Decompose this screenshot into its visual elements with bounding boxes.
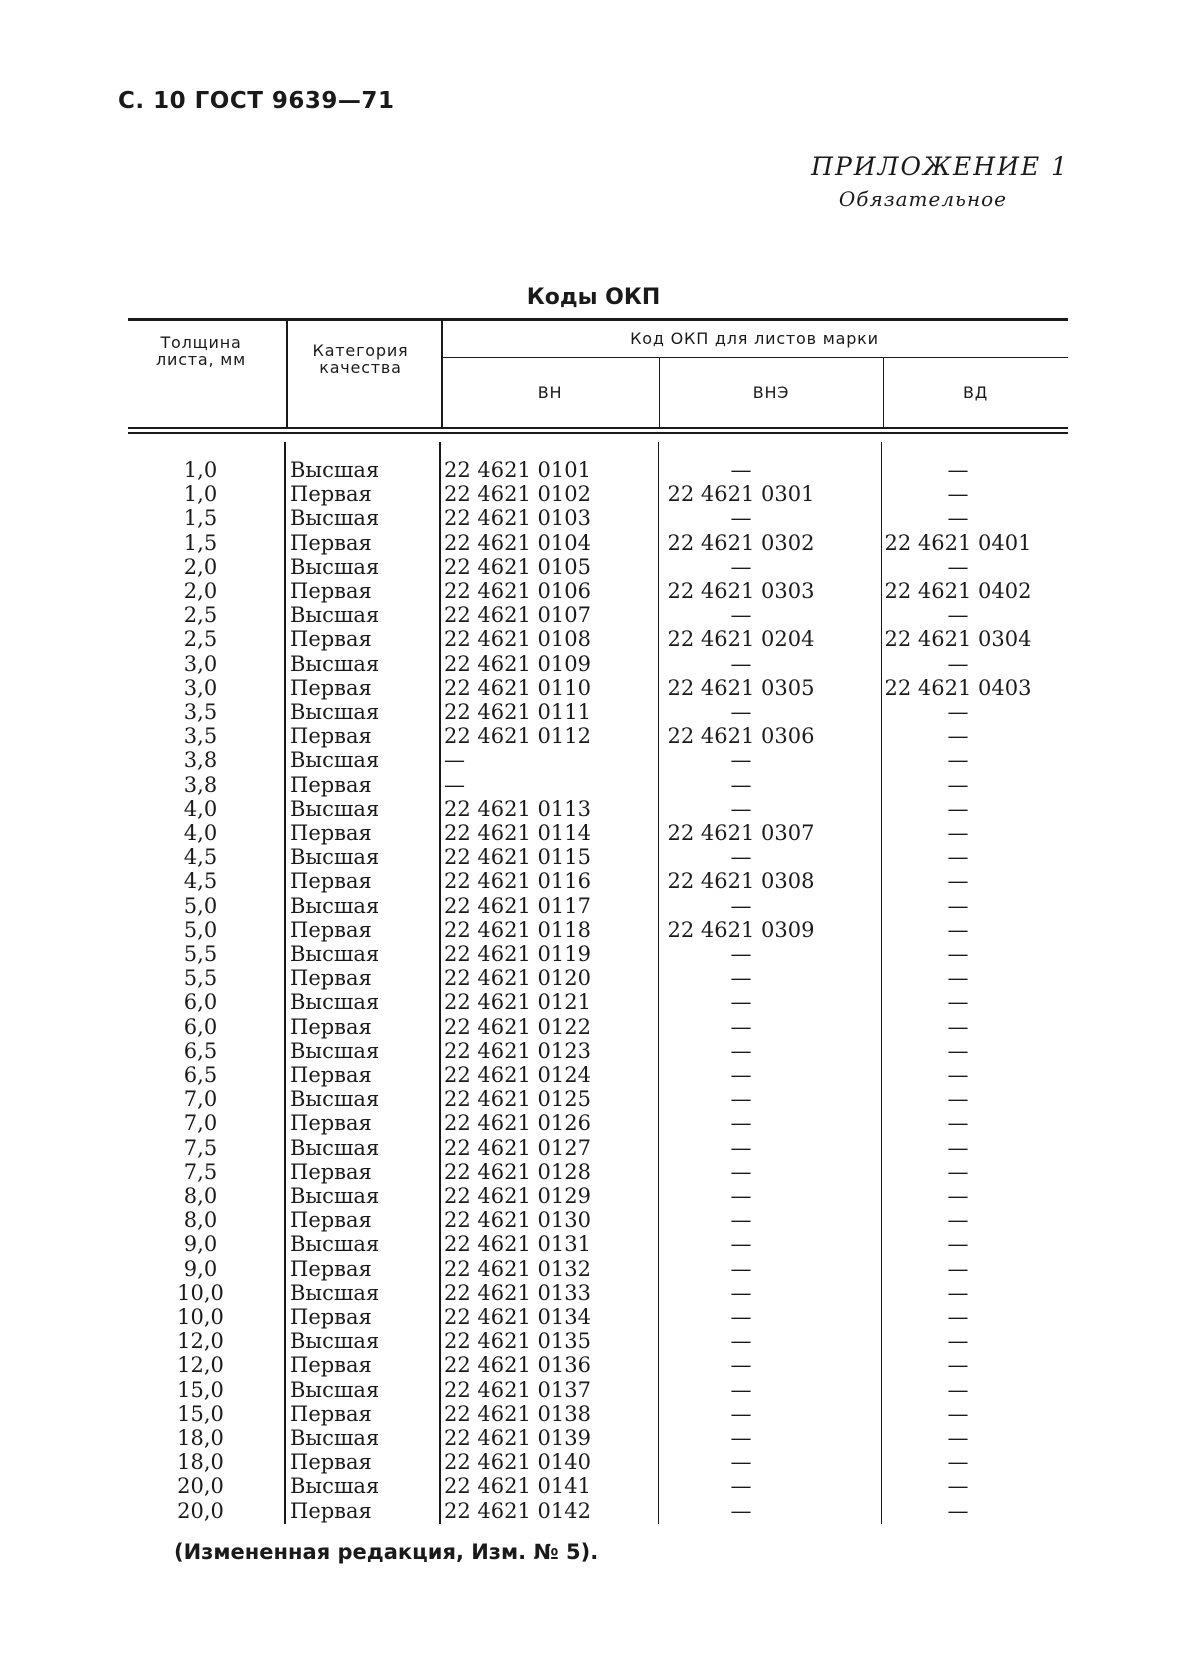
- cell-code-bne: —: [730, 1087, 752, 1112]
- cell-code-bd: —: [947, 796, 969, 821]
- table-row: [128, 894, 1068, 918]
- cell-thickness: 3,0: [183, 651, 218, 676]
- cell-code-bne: —: [730, 845, 752, 870]
- cell-code-bne: —: [730, 1377, 752, 1402]
- table-row: [128, 1426, 1068, 1450]
- cell-code-bn: 22 4621 0115: [444, 845, 591, 870]
- cell-code-bne: —: [730, 651, 752, 676]
- cell-code-bne: 22 4621 0302: [667, 530, 815, 555]
- table-row: [128, 579, 1068, 603]
- cell-category: Первая: [290, 530, 372, 555]
- cell-code-bd: —: [947, 893, 969, 918]
- cell-category: Первая: [290, 1498, 372, 1523]
- table-title: Коды ОКП: [526, 285, 661, 310]
- cell-code-bn: 22 4621 0134: [444, 1305, 591, 1329]
- cell-code-bne: —: [730, 1305, 752, 1329]
- cell-code-bn: 22 4621 0112: [444, 724, 591, 749]
- cell-category: Высшая: [290, 651, 380, 676]
- cell-code-bd: —: [947, 748, 969, 773]
- table-row: [128, 821, 1068, 845]
- cell-category: Высшая: [290, 554, 380, 579]
- cell-thickness: 8,0: [183, 1184, 218, 1208]
- cell-code-bne: —: [730, 942, 752, 966]
- cell-category: Первая: [290, 1450, 372, 1475]
- cell-thickness: 3,5: [183, 700, 218, 724]
- table-row: [128, 482, 1068, 506]
- cell-thickness: 5,5: [183, 966, 218, 991]
- cell-code-bd: —: [947, 1280, 969, 1305]
- cell-thickness: 9,0: [183, 1256, 218, 1281]
- cell-code-bne: —: [730, 554, 752, 579]
- cell-thickness: 6,5: [183, 1038, 218, 1063]
- cell-code-bne: —: [730, 966, 752, 991]
- cell-thickness: 5,5: [183, 942, 218, 966]
- cell-category: Первая: [290, 1305, 372, 1329]
- cell-code-bn: 22 4621 0124: [444, 1063, 591, 1087]
- cell-code-bn: 22 4621 0101: [444, 458, 591, 482]
- cell-code-bd: —: [947, 1159, 969, 1184]
- cell-code-bd: —: [947, 1038, 969, 1063]
- cell-code-bne: 22 4621 0307: [667, 821, 815, 845]
- cell-code-bn: 22 4621 0109: [444, 651, 591, 676]
- group-header-rule: [441, 357, 1068, 358]
- cell-code-bd: —: [947, 1135, 969, 1160]
- table-row: [128, 869, 1068, 893]
- cell-code-bd: —: [947, 1498, 969, 1523]
- cell-code-bd: —: [947, 990, 969, 1015]
- table-row: [128, 990, 1068, 1014]
- cell-thickness: 3,5: [183, 724, 218, 749]
- cell-code-bd: 22 4621 0304: [884, 627, 1032, 652]
- cell-code-bn: —: [444, 748, 465, 773]
- table-row: [128, 1305, 1068, 1329]
- cell-category: Первая: [290, 1111, 372, 1136]
- cell-category: Высшая: [290, 845, 380, 870]
- cell-code-bne: —: [730, 1474, 752, 1499]
- cell-code-bn: 22 4621 0137: [444, 1377, 591, 1402]
- cell-code-bn: 22 4621 0114: [444, 821, 591, 845]
- cell-code-bn: 22 4621 0122: [444, 1014, 591, 1039]
- header-thickness: Толщина листа, мм: [155, 333, 247, 369]
- cell-code-bd: —: [947, 1377, 969, 1402]
- cell-category: Высшая: [290, 458, 380, 482]
- cell-code-bne: —: [730, 796, 752, 821]
- cell-category: Высшая: [290, 1038, 380, 1063]
- cell-category: Первая: [290, 724, 372, 749]
- table-row: [128, 1111, 1068, 1135]
- cell-thickness: 1,0: [183, 482, 218, 507]
- cell-code-bn: 22 4621 0121: [444, 990, 591, 1015]
- cell-code-bd: —: [947, 917, 969, 942]
- cell-thickness: 12,0: [177, 1329, 224, 1354]
- cell-thickness: 2,0: [183, 554, 218, 579]
- cell-thickness: 4,0: [183, 796, 218, 821]
- cell-thickness: 3,8: [183, 748, 218, 773]
- cell-code-bn: 22 4621 0102: [444, 482, 591, 507]
- table-row: [128, 1015, 1068, 1039]
- cell-code-bd: —: [947, 1087, 969, 1112]
- cell-code-bn: 22 4621 0116: [444, 869, 591, 894]
- cell-code-bd: —: [947, 942, 969, 966]
- cell-code-bne: —: [730, 748, 752, 773]
- cell-thickness: 7,0: [183, 1111, 218, 1136]
- cell-category: Первая: [290, 1401, 372, 1426]
- table-top-rule: [128, 318, 1068, 321]
- cell-code-bne: 22 4621 0303: [667, 579, 815, 603]
- cell-code-bd: —: [947, 869, 969, 894]
- appendix-title: ПРИЛОЖЕНИЕ 1: [811, 152, 1069, 181]
- cell-code-bne: —: [730, 772, 752, 797]
- cell-thickness: 1,5: [183, 506, 218, 531]
- cell-thickness: 8,0: [183, 1208, 218, 1233]
- cell-code-bn: 22 4621 0132: [444, 1256, 591, 1281]
- cell-code-bne: —: [730, 1063, 752, 1087]
- cell-category: Первая: [290, 1208, 372, 1233]
- cell-category: Высшая: [290, 603, 380, 628]
- cell-code-bne: —: [730, 1038, 752, 1063]
- cell-code-bne: —: [730, 1014, 752, 1039]
- cell-category: Первая: [290, 1014, 372, 1039]
- cell-code-bn: 22 4621 0140: [444, 1450, 591, 1475]
- cell-thickness: 6,5: [183, 1063, 218, 1087]
- cell-code-bd: —: [947, 651, 969, 676]
- cell-code-bd: —: [947, 1063, 969, 1087]
- cell-code-bd: —: [947, 845, 969, 870]
- cell-thickness: 12,0: [177, 1353, 224, 1378]
- cell-thickness: 20,0: [177, 1474, 224, 1499]
- table-row: [128, 845, 1068, 869]
- cell-code-bd: —: [947, 1450, 969, 1475]
- header-bn: ВН: [537, 383, 563, 402]
- cell-thickness: 1,0: [183, 458, 218, 482]
- table-row: [128, 1232, 1068, 1256]
- cell-code-bn: 22 4621 0118: [444, 917, 591, 942]
- header-bne: ВНЭ: [752, 383, 790, 402]
- cell-code-bn: 22 4621 0135: [444, 1329, 591, 1354]
- cell-category: Первая: [290, 772, 372, 797]
- cell-code-bn: 22 4621 0123: [444, 1038, 591, 1063]
- cell-code-bne: 22 4621 0204: [667, 627, 815, 652]
- cell-category: Первая: [290, 869, 372, 894]
- cell-code-bd: —: [947, 1329, 969, 1354]
- cell-code-bn: 22 4621 0142: [444, 1498, 591, 1523]
- cell-code-bne: —: [730, 1111, 752, 1136]
- table-row: [128, 1353, 1068, 1377]
- cell-code-bne: —: [730, 1159, 752, 1184]
- cell-category: Высшая: [290, 1377, 380, 1402]
- cell-thickness: 2,0: [183, 579, 218, 603]
- cell-code-bd: —: [947, 482, 969, 507]
- cell-category: Первая: [290, 482, 372, 507]
- table-row: [128, 966, 1068, 990]
- table-row: [128, 724, 1068, 748]
- cell-code-bd: —: [947, 724, 969, 749]
- table-row: [128, 1281, 1068, 1305]
- cell-category: Высшая: [290, 893, 380, 918]
- cell-code-bn: 22 4621 0138: [444, 1401, 591, 1426]
- cell-thickness: 10,0: [177, 1305, 224, 1329]
- header-category: Категория качества: [312, 341, 409, 377]
- cell-thickness: 4,5: [183, 869, 218, 894]
- cell-category: Высшая: [290, 1087, 380, 1112]
- cell-code-bd: —: [947, 1305, 969, 1329]
- table-row: [128, 918, 1068, 942]
- appendix-block: [811, 152, 1069, 211]
- table-row: [128, 1087, 1068, 1111]
- cell-thickness: 4,5: [183, 845, 218, 870]
- footnote: (Измененная редакция, Изм. № 5).: [174, 1540, 599, 1564]
- cell-code-bd: —: [947, 1401, 969, 1426]
- cell-thickness: 7,0: [183, 1087, 218, 1112]
- cell-thickness: 4,0: [183, 821, 218, 845]
- cell-code-bd: —: [947, 966, 969, 991]
- cell-code-bn: 22 4621 0108: [444, 627, 591, 652]
- table-row: [128, 942, 1068, 966]
- cell-code-bn: 22 4621 0105: [444, 554, 591, 579]
- cell-category: Первая: [290, 675, 372, 700]
- cell-code-bne: —: [730, 1329, 752, 1354]
- cell-category: Первая: [290, 821, 372, 845]
- cell-thickness: 6,0: [183, 1014, 218, 1039]
- cell-category: Высшая: [290, 1426, 380, 1450]
- cell-thickness: 18,0: [177, 1450, 224, 1475]
- cell-code-bn: 22 4621 0110: [444, 675, 591, 700]
- cell-category: Высшая: [290, 1280, 380, 1305]
- cell-code-bne: 22 4621 0306: [667, 724, 815, 749]
- table-row: [128, 1136, 1068, 1160]
- cell-code-bd: —: [947, 1014, 969, 1039]
- header-bd: ВД: [962, 383, 989, 402]
- cell-code-bd: —: [947, 554, 969, 579]
- table-row: [128, 458, 1068, 482]
- cell-code-bn: 22 4621 0129: [444, 1184, 591, 1208]
- cell-category: Высшая: [290, 1135, 380, 1160]
- cell-code-bn: 22 4621 0111: [444, 700, 591, 724]
- cell-thickness: 5,0: [183, 917, 218, 942]
- cell-code-bne: —: [730, 1426, 752, 1450]
- cell-thickness: 18,0: [177, 1426, 224, 1450]
- cell-category: Высшая: [290, 942, 380, 966]
- cell-category: Первая: [290, 1256, 372, 1281]
- cell-code-bd: —: [947, 1184, 969, 1208]
- cell-code-bn: 22 4621 0120: [444, 966, 591, 991]
- cell-thickness: 20,0: [177, 1498, 224, 1523]
- cell-code-bne: —: [730, 1401, 752, 1426]
- cell-category: Высшая: [290, 1232, 380, 1257]
- header-vline-1: [286, 321, 288, 427]
- cell-category: Первая: [290, 917, 372, 942]
- cell-code-bn: 22 4621 0141: [444, 1474, 591, 1499]
- cell-code-bne: —: [730, 1256, 752, 1281]
- cell-category: Высшая: [290, 748, 380, 773]
- cell-code-bne: 22 4621 0301: [667, 482, 815, 507]
- cell-code-bd: —: [947, 1474, 969, 1499]
- cell-code-bn: 22 4621 0106: [444, 579, 591, 603]
- cell-code-bn: 22 4621 0127: [444, 1135, 591, 1160]
- cell-code-bn: 22 4621 0130: [444, 1208, 591, 1233]
- cell-category: Первая: [290, 1159, 372, 1184]
- cell-code-bne: —: [730, 1184, 752, 1208]
- cell-thickness: 3,8: [183, 772, 218, 797]
- table-row: [128, 603, 1068, 627]
- cell-code-bn: 22 4621 0136: [444, 1353, 591, 1378]
- cell-thickness: 2,5: [183, 627, 218, 652]
- cell-code-bd: —: [947, 1426, 969, 1450]
- okp-codes-table: [128, 318, 1068, 1524]
- cell-code-bne: —: [730, 1450, 752, 1475]
- cell-thickness: 2,5: [183, 603, 218, 628]
- cell-code-bd: —: [947, 1208, 969, 1233]
- header-bottom-rule-2: [128, 432, 1068, 434]
- cell-code-bne: —: [730, 1232, 752, 1257]
- cell-code-bn: 22 4621 0126: [444, 1111, 591, 1136]
- cell-code-bne: 22 4621 0308: [667, 869, 815, 894]
- table-row: [128, 1450, 1068, 1474]
- table-row: [128, 1402, 1068, 1426]
- cell-thickness: 15,0: [177, 1377, 224, 1402]
- cell-thickness: 7,5: [183, 1135, 218, 1160]
- cell-thickness: 5,0: [183, 893, 218, 918]
- cell-code-bne: —: [730, 603, 752, 628]
- table-row: [128, 1329, 1068, 1353]
- cell-category: Первая: [290, 1063, 372, 1087]
- cell-code-bd: —: [947, 1232, 969, 1257]
- table-row: [128, 1208, 1068, 1232]
- cell-code-bd: 22 4621 0401: [884, 530, 1032, 555]
- table-row: [128, 1160, 1068, 1184]
- cell-thickness: 10,0: [177, 1280, 224, 1305]
- cell-thickness: 9,0: [183, 1232, 218, 1257]
- table-row: [128, 1378, 1068, 1402]
- cell-category: Высшая: [290, 700, 380, 724]
- cell-category: Высшая: [290, 1474, 380, 1499]
- cell-code-bn: 22 4621 0131: [444, 1232, 591, 1257]
- cell-code-bn: 22 4621 0128: [444, 1159, 591, 1184]
- cell-code-bne: —: [730, 458, 752, 482]
- cell-code-bne: —: [730, 1208, 752, 1233]
- cell-code-bd: 22 4621 0402: [884, 579, 1032, 603]
- cell-thickness: 7,5: [183, 1159, 218, 1184]
- cell-category: Высшая: [290, 796, 380, 821]
- cell-code-bd: —: [947, 1256, 969, 1281]
- cell-code-bn: 22 4621 0117: [444, 893, 591, 918]
- table-row: [128, 748, 1068, 772]
- cell-code-bd: —: [947, 772, 969, 797]
- cell-thickness: 1,5: [183, 530, 218, 555]
- cell-category: Первая: [290, 627, 372, 652]
- header-group: Код ОКП для листов марки: [630, 329, 879, 348]
- cell-code-bd: —: [947, 1353, 969, 1378]
- cell-code-bne: 22 4621 0309: [667, 917, 815, 942]
- table-row: [128, 1499, 1068, 1523]
- cell-code-bd: —: [947, 458, 969, 482]
- cell-code-bne: —: [730, 1135, 752, 1160]
- cell-code-bn: 22 4621 0103: [444, 506, 591, 531]
- table-row: [128, 555, 1068, 579]
- cell-code-bne: —: [730, 1498, 752, 1523]
- cell-category: Высшая: [290, 1329, 380, 1354]
- table-row: [128, 773, 1068, 797]
- table-row: [128, 1063, 1068, 1087]
- table-row: [128, 1474, 1068, 1498]
- table-row: [128, 700, 1068, 724]
- cell-code-bne: —: [730, 506, 752, 531]
- table-row: [128, 652, 1068, 676]
- cell-code-bn: 22 4621 0119: [444, 942, 591, 966]
- table-row: [128, 1257, 1068, 1281]
- table-row: [128, 1184, 1068, 1208]
- cell-code-bd: —: [947, 1111, 969, 1136]
- cell-category: Первая: [290, 579, 372, 603]
- cell-code-bne: —: [730, 700, 752, 724]
- cell-category: Высшая: [290, 1184, 380, 1208]
- table-row: [128, 676, 1068, 700]
- cell-category: Высшая: [290, 990, 380, 1015]
- cell-code-bd: —: [947, 506, 969, 531]
- cell-thickness: 3,0: [183, 675, 218, 700]
- cell-code-bne: 22 4621 0305: [667, 675, 815, 700]
- cell-code-bn: 22 4621 0139: [444, 1426, 591, 1450]
- appendix-subtitle: Обязательное: [838, 187, 1007, 211]
- header-bottom-rule: [128, 427, 1068, 429]
- cell-code-bne: —: [730, 1353, 752, 1378]
- cell-category: Высшая: [290, 506, 380, 531]
- cell-category: Первая: [290, 966, 372, 991]
- cell-code-bn: —: [444, 772, 465, 797]
- table-row: [128, 1039, 1068, 1063]
- table-row: [128, 627, 1068, 651]
- table-row: [128, 531, 1068, 555]
- cell-category: Первая: [290, 1353, 372, 1378]
- cell-thickness: 15,0: [177, 1401, 224, 1426]
- cell-code-bne: —: [730, 990, 752, 1015]
- cell-code-bn: 22 4621 0113: [444, 796, 591, 821]
- page-header: С. 10 ГОСТ 9639—71: [118, 88, 395, 114]
- cell-code-bn: 22 4621 0104: [444, 530, 591, 555]
- table-row: [128, 797, 1068, 821]
- cell-code-bd: —: [947, 821, 969, 845]
- cell-code-bd: —: [947, 603, 969, 628]
- cell-code-bne: —: [730, 893, 752, 918]
- cell-code-bn: 22 4621 0125: [444, 1087, 591, 1112]
- cell-code-bn: 22 4621 0133: [444, 1280, 591, 1305]
- cell-code-bne: —: [730, 1280, 752, 1305]
- table-row: [128, 506, 1068, 530]
- cell-code-bd: 22 4621 0403: [884, 675, 1032, 700]
- cell-thickness: 6,0: [183, 990, 218, 1015]
- cell-code-bd: —: [947, 700, 969, 724]
- cell-code-bn: 22 4621 0107: [444, 603, 591, 628]
